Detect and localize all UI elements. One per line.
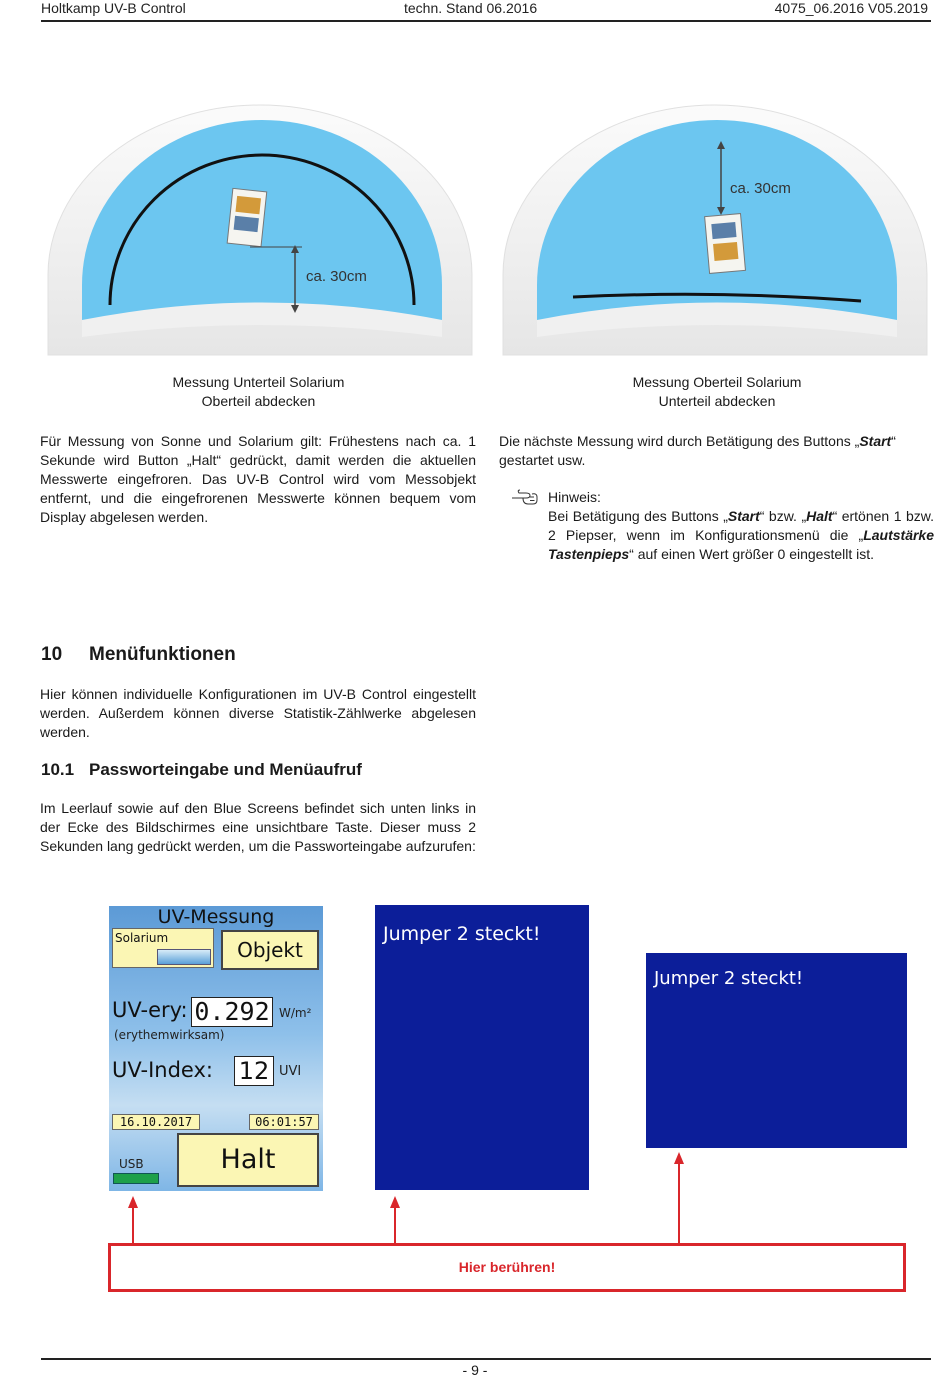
section-10-1-title: Passworteingabe und Menüaufruf — [89, 760, 362, 779]
right-paragraph-text1: Die nächste Messung wird durch Betätigung des Buttons „ — [499, 433, 860, 449]
date-display: 16.10.2017 — [112, 1114, 200, 1130]
uv-index-value: 12 — [234, 1056, 274, 1086]
dome-figure-right — [495, 75, 935, 360]
uv-ery-value: 0.292 — [191, 997, 273, 1027]
section-10-number: 10 — [41, 644, 63, 665]
solarium-icon — [157, 949, 211, 965]
section-10-1-text: Im Leerlauf sowie auf den Blue Screens befindet sich unten links in der Ecke des Bildschirmes eine unsichtbare Taste. Dieser muss 2 Sekunden lang gedrückt werden, um die Passworteingabe aufzurufen: — [40, 800, 476, 854]
uv-ery-label: UV-ery: — [112, 998, 188, 1022]
hint-block — [548, 488, 934, 564]
halt-button[interactable]: Halt — [177, 1133, 319, 1187]
uv-measurement-screen — [109, 906, 323, 1191]
caption-right-line1: Messung Oberteil Solarium — [632, 374, 802, 390]
time-display: 06:01:57 — [249, 1114, 319, 1130]
figure-caption-left — [40, 373, 477, 411]
caption-right-line2: Unterteil abdecken — [658, 393, 776, 409]
dome-label-left: ca. 30cm — [306, 268, 367, 285]
device-icon-left — [227, 188, 267, 246]
usb-status-indicator — [113, 1173, 159, 1184]
solarium-mode-box[interactable] — [112, 928, 214, 968]
arrow-shaft — [394, 1206, 396, 1244]
uv-ery-unit: W/m² — [279, 1006, 312, 1020]
left-paragraph: Für Messung von Sonne und Solarium gilt: Frühestens nach ca. 1 Sekunde wird Button „Halt“ gedrückt, damit werden die aktuellen Messwerte eingefroren. Das UV-B Control wird vom Messobjekt entfernt, und die eingefrorenen Messwerte können bequem vom Display abgelesen werden. — [40, 433, 476, 525]
uv-index-label: UV-Index: — [112, 1058, 213, 1082]
blue-screen-2 — [646, 953, 907, 1148]
uv-ery-subtitle: (erythemwirksam) — [114, 1028, 225, 1042]
solarium-label: Solarium — [115, 931, 169, 945]
hint-text: Bei Betätigung des Buttons „Start“ bzw. „Halt“ ertönen 1 bzw. 2 Piepser, wenn im Konfigurationsmenü die „Lautstärke Tastenpieps“ auf einen Wert größer 0 eingestellt ist. — [548, 508, 934, 562]
caption-left-line2: Oberteil abdecken — [201, 393, 316, 409]
right-paragraph-text2: “ gestartet usw. — [499, 433, 896, 468]
right-paragraph — [499, 432, 935, 470]
start-term: Start — [859, 433, 892, 449]
object-button[interactable]: Objekt — [221, 930, 319, 970]
header-left: Holtkamp UV-B Control — [41, 0, 186, 16]
page-number: - 9 - — [462, 1362, 488, 1378]
dome-figure-left — [40, 75, 480, 360]
screen-title: UV-Messung — [157, 906, 275, 928]
blue-screen-1 — [375, 905, 589, 1190]
device-icon-right — [705, 214, 746, 274]
figure-caption-right — [499, 373, 935, 411]
arrow-shaft — [132, 1206, 134, 1244]
section-10-title: Menüfunktionen — [89, 644, 236, 665]
pointing-hand-icon — [511, 489, 539, 505]
uv-index-unit: UVI — [279, 1064, 302, 1079]
header-center: techn. Stand 06.2016 — [404, 0, 538, 16]
caption-left-line1: Messung Unterteil Solarium — [172, 374, 345, 390]
blue-screen-2-text: Jumper 2 steckt! — [654, 968, 804, 989]
usb-label: USB — [119, 1157, 144, 1171]
header-right: 4075_06.2016 V05.2019 — [774, 0, 928, 16]
arrow-shaft — [678, 1162, 680, 1244]
touch-zone-box — [108, 1243, 906, 1292]
section-10-text: Hier können individuelle Konfigurationen im UV-B Control eingestellt werden. Außerdem können diverse Statistik-Zählwerke abgelesen werden. — [40, 686, 476, 740]
section-10-1-number: 10.1 — [41, 760, 75, 779]
footer-rule — [41, 1358, 931, 1360]
touch-hint-label: Hier berühren! — [458, 1259, 556, 1275]
hint-title: Hinweis: — [548, 489, 601, 505]
header-rule — [41, 20, 931, 22]
dome-label-right: ca. 30cm — [730, 180, 791, 197]
blue-screen-1-text: Jumper 2 steckt! — [383, 923, 541, 945]
